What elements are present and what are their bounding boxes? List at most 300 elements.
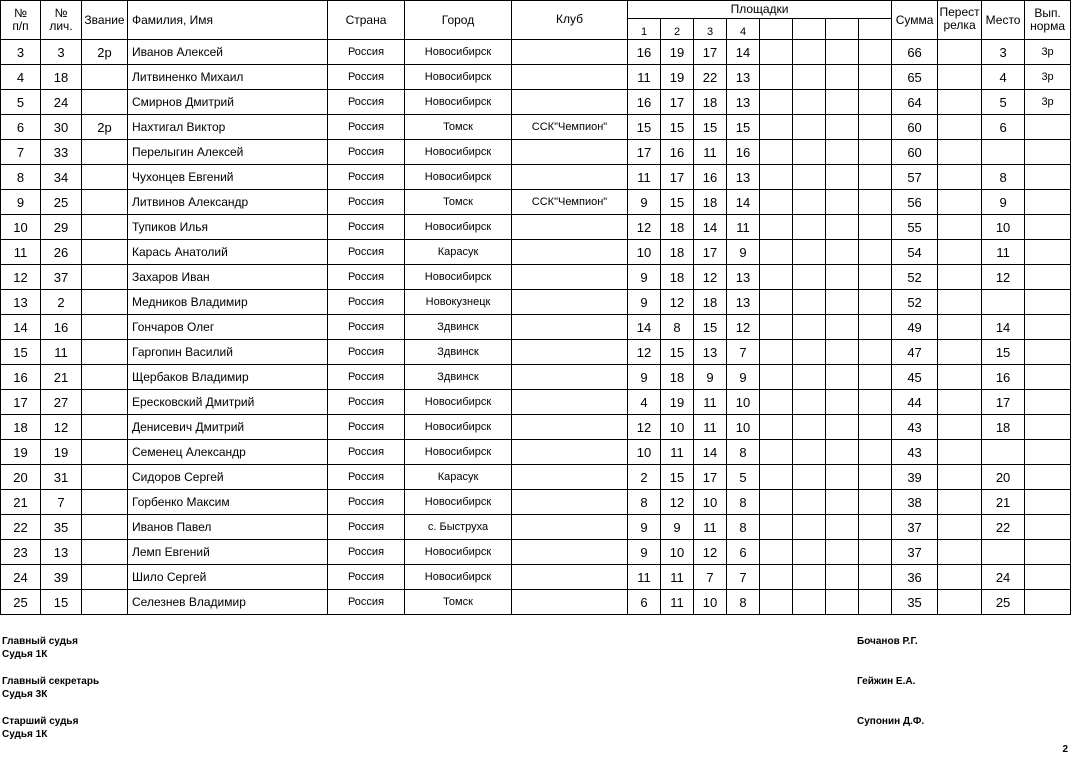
cell-site-8 xyxy=(859,565,892,590)
cell-site-7 xyxy=(826,440,859,465)
cell-site-3: 15 xyxy=(694,115,727,140)
cell-site-2: 11 xyxy=(661,590,694,615)
cell-site-3: 11 xyxy=(694,390,727,415)
cell-site-3: 10 xyxy=(694,490,727,515)
cell-site-5 xyxy=(760,390,793,415)
cell-site-4: 6 xyxy=(727,540,760,565)
cell-pp: 7 xyxy=(1,140,41,165)
cell-city: Новосибирск xyxy=(405,415,512,440)
cell-site-3: 22 xyxy=(694,65,727,90)
cell-name: Иванов Павел xyxy=(128,515,328,540)
cell-site-7 xyxy=(826,415,859,440)
cell-place: 3 xyxy=(982,40,1025,65)
cell-site-5 xyxy=(760,440,793,465)
cell-country: Россия xyxy=(328,590,405,615)
cell-site-8 xyxy=(859,65,892,90)
cell-name: Нахтигал Виктор xyxy=(128,115,328,140)
cell-norm xyxy=(1025,165,1071,190)
cell-place: 6 xyxy=(982,115,1025,140)
cell-sum: 47 xyxy=(892,340,938,365)
cell-site-3: 12 xyxy=(694,265,727,290)
cell-place: 12 xyxy=(982,265,1025,290)
cell-norm: 3р xyxy=(1025,90,1071,115)
cell-site-4: 9 xyxy=(727,240,760,265)
cell-site-3: 18 xyxy=(694,290,727,315)
cell-city: Новосибирск xyxy=(405,215,512,240)
cell-city: Карасук xyxy=(405,240,512,265)
cell-club xyxy=(512,315,628,340)
cell-norm xyxy=(1025,565,1071,590)
cell-site-6 xyxy=(793,140,826,165)
table-row xyxy=(1,590,1071,615)
cell-site-6 xyxy=(793,40,826,65)
official-role: Старший судья xyxy=(2,716,79,727)
cell-country: Россия xyxy=(328,490,405,515)
cell-site-3: 16 xyxy=(694,165,727,190)
cell-site-4: 7 xyxy=(727,340,760,365)
cell-site-1: 9 xyxy=(628,190,661,215)
cell-club xyxy=(512,165,628,190)
cell-site-2: 10 xyxy=(661,540,694,565)
cell-norm xyxy=(1025,340,1071,365)
cell-club xyxy=(512,90,628,115)
cell-site-8 xyxy=(859,290,892,315)
cell-rank xyxy=(82,365,128,390)
cell-site-8 xyxy=(859,415,892,440)
cell-pp: 6 xyxy=(1,115,41,140)
cell-club xyxy=(512,465,628,490)
cell-site-7 xyxy=(826,65,859,90)
cell-rank xyxy=(82,140,128,165)
cell-site-4: 8 xyxy=(727,515,760,540)
cell-sum: 54 xyxy=(892,240,938,265)
cell-place xyxy=(982,140,1025,165)
cell-country: Россия xyxy=(328,415,405,440)
cell-city: Томск xyxy=(405,590,512,615)
cell-site-8 xyxy=(859,340,892,365)
cell-sum: 56 xyxy=(892,190,938,215)
cell-site-8 xyxy=(859,490,892,515)
cell-name: Сидоров Сергей xyxy=(128,465,328,490)
cell-site-2: 15 xyxy=(661,340,694,365)
cell-club xyxy=(512,240,628,265)
cell-license: 7 xyxy=(41,490,82,515)
cell-site-6 xyxy=(793,315,826,340)
cell-license: 26 xyxy=(41,240,82,265)
cell-license: 37 xyxy=(41,265,82,290)
cell-site-8 xyxy=(859,515,892,540)
cell-site-2: 10 xyxy=(661,415,694,440)
cell-club xyxy=(512,265,628,290)
cell-site-8 xyxy=(859,90,892,115)
cell-license: 15 xyxy=(41,590,82,615)
header-license-line1: № xyxy=(54,6,68,20)
cell-site-4: 9 xyxy=(727,365,760,390)
cell-site-6 xyxy=(793,440,826,465)
cell-site-2: 18 xyxy=(661,215,694,240)
cell-norm xyxy=(1025,490,1071,515)
cell-site-8 xyxy=(859,540,892,565)
cell-norm xyxy=(1025,590,1071,615)
cell-license: 31 xyxy=(41,465,82,490)
cell-rank xyxy=(82,315,128,340)
cell-place: 11 xyxy=(982,240,1025,265)
cell-site-7 xyxy=(826,290,859,315)
cell-site-1: 9 xyxy=(628,515,661,540)
cell-rank xyxy=(82,90,128,115)
cell-site-2: 18 xyxy=(661,265,694,290)
cell-site-8 xyxy=(859,365,892,390)
cell-site-1: 2 xyxy=(628,465,661,490)
cell-place: 5 xyxy=(982,90,1025,115)
cell-rank xyxy=(82,340,128,365)
official-role: Главный секретарь xyxy=(2,676,100,687)
cell-norm xyxy=(1025,440,1071,465)
cell-site-5 xyxy=(760,290,793,315)
header-city: Город xyxy=(405,1,512,40)
cell-city: Новосибирск xyxy=(405,265,512,290)
cell-place xyxy=(982,540,1025,565)
cell-pp: 13 xyxy=(1,290,41,315)
cell-city: Здвинск xyxy=(405,315,512,340)
cell-club xyxy=(512,490,628,515)
cell-site-2: 19 xyxy=(661,40,694,65)
cell-site-4: 5 xyxy=(727,465,760,490)
header-shootoff xyxy=(938,1,982,40)
cell-country: Россия xyxy=(328,40,405,65)
table-row xyxy=(1,90,1071,115)
cell-country: Россия xyxy=(328,190,405,215)
cell-rank xyxy=(82,415,128,440)
cell-name: Шило Сергей xyxy=(128,565,328,590)
cell-site-7 xyxy=(826,115,859,140)
cell-site-2: 15 xyxy=(661,190,694,215)
cell-site-6 xyxy=(793,465,826,490)
cell-pp: 16 xyxy=(1,365,41,390)
cell-site-8 xyxy=(859,215,892,240)
cell-site-2: 18 xyxy=(661,240,694,265)
cell-site-2: 11 xyxy=(661,565,694,590)
page-number: 2 xyxy=(1062,744,1068,755)
cell-site-6 xyxy=(793,240,826,265)
cell-site-4: 7 xyxy=(727,565,760,590)
cell-country: Россия xyxy=(328,240,405,265)
cell-city: Новосибирск xyxy=(405,65,512,90)
cell-place: 18 xyxy=(982,415,1025,440)
cell-site-6 xyxy=(793,165,826,190)
cell-country: Россия xyxy=(328,290,405,315)
cell-site-7 xyxy=(826,165,859,190)
cell-sum: 64 xyxy=(892,90,938,115)
cell-shootoff xyxy=(938,40,982,65)
header-pp xyxy=(1,1,41,40)
cell-country: Россия xyxy=(328,565,405,590)
cell-site-8 xyxy=(859,165,892,190)
cell-pp: 9 xyxy=(1,190,41,215)
cell-pp: 24 xyxy=(1,565,41,590)
cell-shootoff xyxy=(938,515,982,540)
cell-site-1: 11 xyxy=(628,65,661,90)
cell-site-5 xyxy=(760,365,793,390)
cell-pp: 21 xyxy=(1,490,41,515)
cell-site-3: 14 xyxy=(694,440,727,465)
cell-country: Россия xyxy=(328,340,405,365)
header-license-line2: лич. xyxy=(49,19,73,33)
cell-club: ССК"Чемпион" xyxy=(512,115,628,140)
cell-license: 30 xyxy=(41,115,82,140)
cell-site-5 xyxy=(760,315,793,340)
header-site-8 xyxy=(859,19,892,40)
cell-name: Медников Владимир xyxy=(128,290,328,315)
cell-site-4: 13 xyxy=(727,265,760,290)
cell-site-3: 17 xyxy=(694,465,727,490)
cell-country: Россия xyxy=(328,265,405,290)
cell-site-8 xyxy=(859,140,892,165)
cell-sum: 37 xyxy=(892,515,938,540)
table-row xyxy=(1,390,1071,415)
cell-place xyxy=(982,440,1025,465)
cell-name: Тупиков Илья xyxy=(128,215,328,240)
cell-rank: 2р xyxy=(82,115,128,140)
cell-site-6 xyxy=(793,565,826,590)
cell-shootoff xyxy=(938,390,982,415)
cell-city: Здвинск xyxy=(405,340,512,365)
header-site-2: 2 xyxy=(661,19,694,40)
header-site-7 xyxy=(826,19,859,40)
header-norm xyxy=(1025,1,1071,40)
cell-license: 2 xyxy=(41,290,82,315)
cell-place: 10 xyxy=(982,215,1025,240)
cell-place: 24 xyxy=(982,565,1025,590)
cell-site-2: 11 xyxy=(661,440,694,465)
cell-site-5 xyxy=(760,215,793,240)
cell-shootoff xyxy=(938,465,982,490)
cell-site-5 xyxy=(760,90,793,115)
cell-pp: 12 xyxy=(1,265,41,290)
cell-place: 25 xyxy=(982,590,1025,615)
cell-site-8 xyxy=(859,115,892,140)
cell-site-3: 15 xyxy=(694,315,727,340)
cell-name: Щербаков Владимир xyxy=(128,365,328,390)
cell-license: 29 xyxy=(41,215,82,240)
official-category: Судья 3К xyxy=(2,689,48,700)
cell-site-3: 18 xyxy=(694,190,727,215)
cell-norm xyxy=(1025,540,1071,565)
cell-shootoff xyxy=(938,140,982,165)
cell-license: 24 xyxy=(41,90,82,115)
cell-pp: 17 xyxy=(1,390,41,415)
cell-sum: 60 xyxy=(892,115,938,140)
cell-place: 8 xyxy=(982,165,1025,190)
cell-club xyxy=(512,440,628,465)
official-role-block xyxy=(2,675,99,701)
official-category: Судья 1К xyxy=(2,649,48,660)
cell-norm xyxy=(1025,415,1071,440)
cell-club xyxy=(512,140,628,165)
cell-pp: 14 xyxy=(1,315,41,340)
table-row xyxy=(1,490,1071,515)
cell-place: 17 xyxy=(982,390,1025,415)
cell-shootoff xyxy=(938,290,982,315)
cell-site-3: 11 xyxy=(694,415,727,440)
cell-country: Россия xyxy=(328,115,405,140)
cell-site-5 xyxy=(760,165,793,190)
cell-license: 18 xyxy=(41,65,82,90)
cell-rank xyxy=(82,590,128,615)
cell-site-4: 10 xyxy=(727,415,760,440)
table-row xyxy=(1,190,1071,215)
cell-site-4: 8 xyxy=(727,490,760,515)
cell-name: Денисевич Дмитрий xyxy=(128,415,328,440)
cell-site-5 xyxy=(760,565,793,590)
cell-site-4: 11 xyxy=(727,215,760,240)
header-shootoff-line1: Перест xyxy=(939,5,980,19)
cell-club xyxy=(512,565,628,590)
cell-site-6 xyxy=(793,65,826,90)
cell-place: 20 xyxy=(982,465,1025,490)
cell-site-6 xyxy=(793,490,826,515)
cell-site-7 xyxy=(826,390,859,415)
cell-name: Перелыгин Алексей xyxy=(128,140,328,165)
cell-place: 21 xyxy=(982,490,1025,515)
cell-site-5 xyxy=(760,40,793,65)
cell-site-4: 10 xyxy=(727,390,760,415)
cell-club xyxy=(512,40,628,65)
cell-country: Россия xyxy=(328,165,405,190)
cell-club xyxy=(512,365,628,390)
cell-site-3: 17 xyxy=(694,40,727,65)
cell-site-6 xyxy=(793,115,826,140)
cell-shootoff xyxy=(938,340,982,365)
cell-shootoff xyxy=(938,265,982,290)
cell-city: Новосибирск xyxy=(405,490,512,515)
cell-site-1: 11 xyxy=(628,165,661,190)
cell-site-5 xyxy=(760,515,793,540)
cell-city: Новосибирск xyxy=(405,40,512,65)
cell-site-1: 4 xyxy=(628,390,661,415)
official-role-block xyxy=(2,635,78,661)
cell-rank: 2р xyxy=(82,40,128,65)
cell-site-8 xyxy=(859,590,892,615)
table-row xyxy=(1,165,1071,190)
cell-site-5 xyxy=(760,265,793,290)
header-site-5 xyxy=(760,19,793,40)
cell-site-2: 8 xyxy=(661,315,694,340)
cell-shootoff xyxy=(938,590,982,615)
cell-pp: 10 xyxy=(1,215,41,240)
cell-site-3: 12 xyxy=(694,540,727,565)
cell-pp: 8 xyxy=(1,165,41,190)
header-club: Клуб xyxy=(512,1,628,40)
cell-site-2: 15 xyxy=(661,465,694,490)
cell-pp: 20 xyxy=(1,465,41,490)
cell-site-3: 11 xyxy=(694,515,727,540)
cell-pp: 5 xyxy=(1,90,41,115)
official-name: Супонин Д.Ф. xyxy=(857,716,925,727)
cell-site-6 xyxy=(793,590,826,615)
cell-site-7 xyxy=(826,265,859,290)
cell-club xyxy=(512,65,628,90)
cell-name: Литвинов Александр xyxy=(128,190,328,215)
cell-site-2: 9 xyxy=(661,515,694,540)
header-place: Место xyxy=(982,1,1025,40)
table-row xyxy=(1,365,1071,390)
cell-club xyxy=(512,415,628,440)
cell-sum: 57 xyxy=(892,165,938,190)
official-name: Гейжин Е.А. xyxy=(857,676,916,687)
cell-sum: 60 xyxy=(892,140,938,165)
header-sites: Площадки xyxy=(628,1,892,19)
cell-country: Россия xyxy=(328,215,405,240)
cell-club xyxy=(512,540,628,565)
cell-site-6 xyxy=(793,340,826,365)
table-row xyxy=(1,465,1071,490)
cell-site-6 xyxy=(793,365,826,390)
cell-shootoff xyxy=(938,315,982,340)
cell-site-4: 8 xyxy=(727,440,760,465)
cell-norm xyxy=(1025,290,1071,315)
cell-site-2: 12 xyxy=(661,490,694,515)
cell-city: Карасук xyxy=(405,465,512,490)
cell-sum: 39 xyxy=(892,465,938,490)
cell-license: 27 xyxy=(41,390,82,415)
cell-shootoff xyxy=(938,565,982,590)
cell-site-8 xyxy=(859,40,892,65)
cell-site-8 xyxy=(859,465,892,490)
cell-site-1: 17 xyxy=(628,140,661,165)
cell-site-6 xyxy=(793,390,826,415)
cell-license: 11 xyxy=(41,340,82,365)
cell-city: с. Быструха xyxy=(405,515,512,540)
cell-site-7 xyxy=(826,240,859,265)
cell-license: 12 xyxy=(41,415,82,440)
cell-site-1: 12 xyxy=(628,415,661,440)
cell-rank xyxy=(82,290,128,315)
cell-sum: 52 xyxy=(892,290,938,315)
header-license xyxy=(41,1,82,40)
cell-pp: 23 xyxy=(1,540,41,565)
cell-norm xyxy=(1025,115,1071,140)
cell-rank xyxy=(82,190,128,215)
cell-pp: 18 xyxy=(1,415,41,440)
cell-city: Новосибирск xyxy=(405,540,512,565)
cell-sum: 44 xyxy=(892,390,938,415)
cell-site-4: 14 xyxy=(727,40,760,65)
cell-site-4: 8 xyxy=(727,590,760,615)
cell-site-5 xyxy=(760,190,793,215)
cell-name: Селезнев Владимир xyxy=(128,590,328,615)
header-site-1: 1 xyxy=(628,19,661,40)
cell-site-4: 13 xyxy=(727,290,760,315)
cell-club xyxy=(512,340,628,365)
cell-site-3: 18 xyxy=(694,90,727,115)
cell-site-4: 12 xyxy=(727,315,760,340)
table-row xyxy=(1,65,1071,90)
cell-sum: 38 xyxy=(892,490,938,515)
cell-site-2: 15 xyxy=(661,115,694,140)
cell-club xyxy=(512,390,628,415)
cell-country: Россия xyxy=(328,65,405,90)
cell-site-4: 16 xyxy=(727,140,760,165)
cell-country: Россия xyxy=(328,440,405,465)
cell-site-8 xyxy=(859,315,892,340)
cell-rank xyxy=(82,165,128,190)
cell-country: Россия xyxy=(328,140,405,165)
cell-country: Россия xyxy=(328,540,405,565)
cell-site-2: 16 xyxy=(661,140,694,165)
cell-site-7 xyxy=(826,340,859,365)
cell-site-2: 12 xyxy=(661,290,694,315)
